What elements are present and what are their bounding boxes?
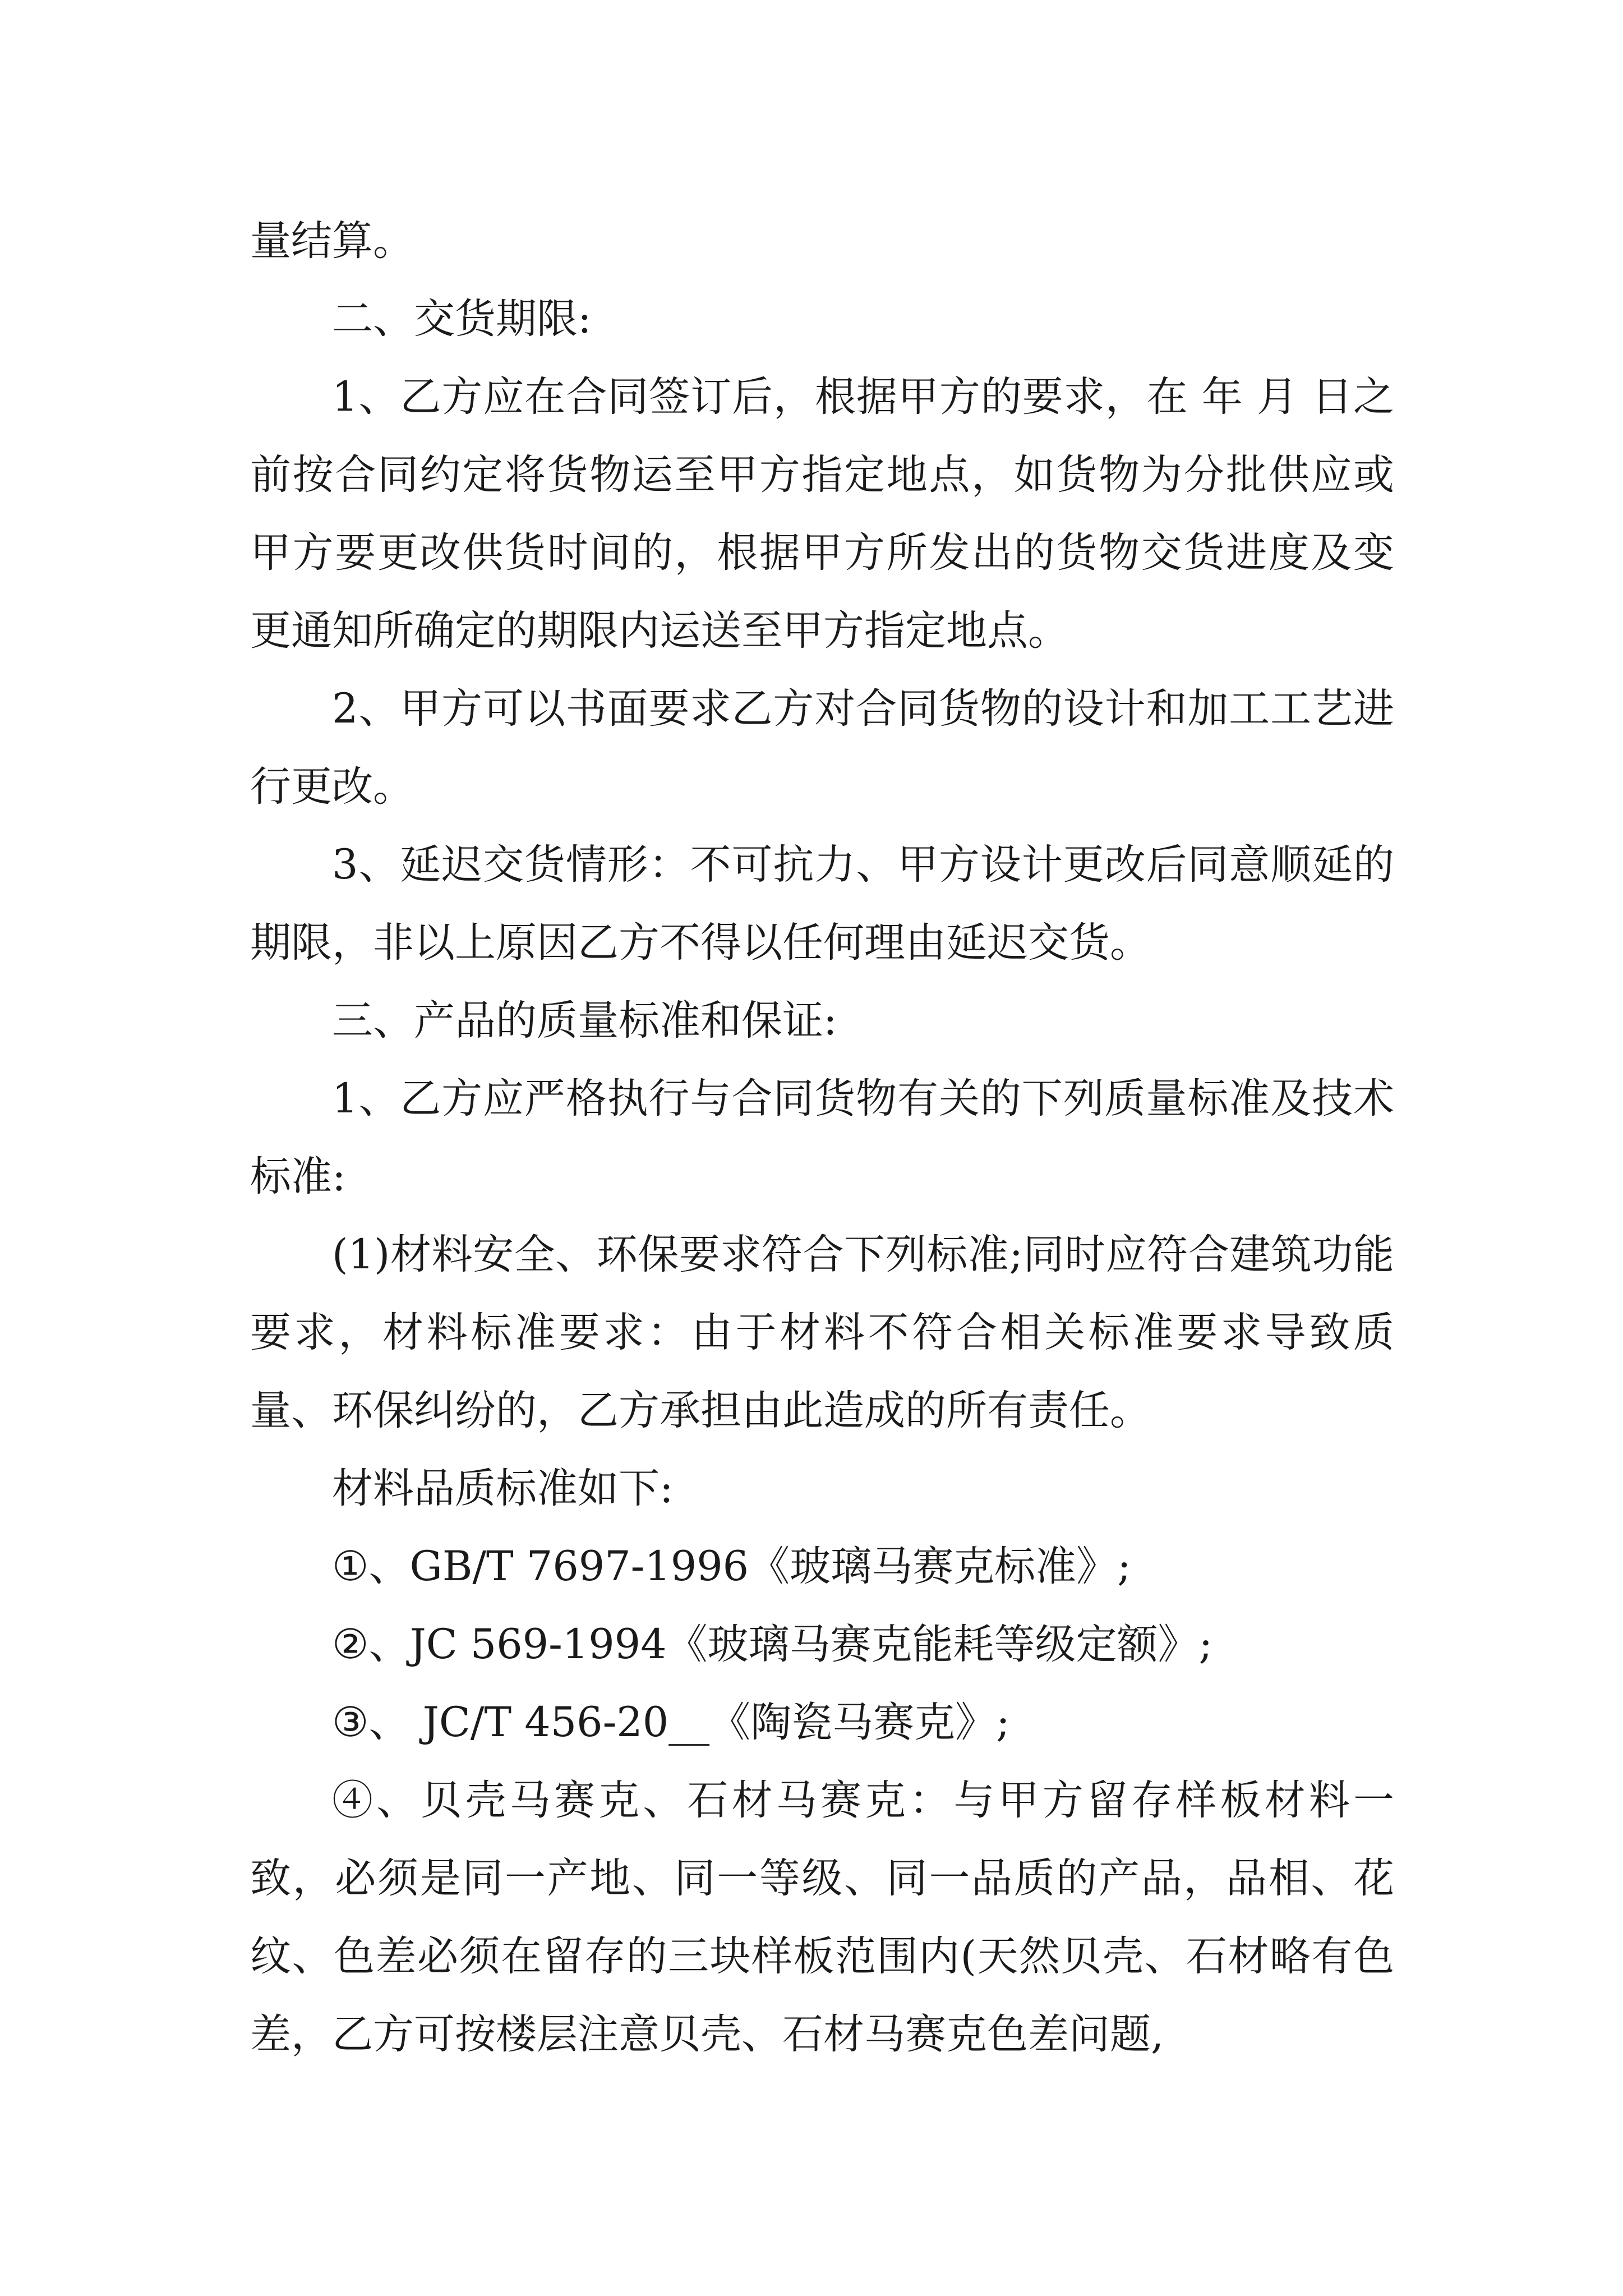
list-item-standard-2: ②、JC 569-1994《玻璃马赛克能耗等级定额》; xyxy=(332,1621,1213,1668)
list-item-standard-4: ④、贝壳马赛克、石材马赛克：与甲方留存样板材料一致，必须是同一产地、同一等级、同一品质的产品，品相、花纹、色差必须在留存的三块样板范围内(天然贝壳、石材略有色差，乙方可按楼层注意贝壳、石材马赛克色差问题, xyxy=(250,1777,1394,2058)
document-body xyxy=(250,202,1394,2073)
paragraph-delivery-clause-1: 1、乙方应在合同签订后，根据甲方的要求，在 年 月 日之前按合同约定将货物运至甲方指定地点，如货物为分批供应或甲方要更改供货时间的，根据甲方所发出的货物交货进度及变更通知所确定的期限内运送至甲方指定地点。 xyxy=(250,373,1394,655)
paragraph-delivery-clause-3: 3、延迟交货情形：不可抗力、甲方设计更改后同意顺延的期限，非以上原因乙方不得以任何理由延迟交货。 xyxy=(250,841,1394,967)
paragraph-quality-subclause-1: (1)材料安全、环保要求符合下列标准;同时应符合建筑功能要求，材料标准要求：由于材料不符合相关标准要求导致质量、环保纠纷的，乙方承担由此造成的所有责任。 xyxy=(250,1231,1394,1434)
section-heading-delivery-period: 二、交货期限: xyxy=(332,295,592,343)
paragraph-material-standards-intro: 材料品质标准如下: xyxy=(332,1465,674,1512)
paragraph-delivery-clause-2: 2、甲方可以书面要求乙方对合同货物的设计和加工工艺进行更改。 xyxy=(250,685,1394,811)
list-item-standard-3: ③、 JC/T 456-20__《陶瓷马赛克》; xyxy=(332,1699,1010,1746)
section-heading-quality-standards: 三、产品的质量标准和保证: xyxy=(332,997,837,1045)
paragraph-continuation: 量结算。 xyxy=(250,217,414,265)
list-item-standard-1: ①、GB/T 7697-1996《玻璃马赛克标准》; xyxy=(332,1543,1131,1590)
paragraph-quality-clause-1: 1、乙方应严格执行与合同货物有关的下列质量标准及技术标准: xyxy=(250,1075,1394,1200)
